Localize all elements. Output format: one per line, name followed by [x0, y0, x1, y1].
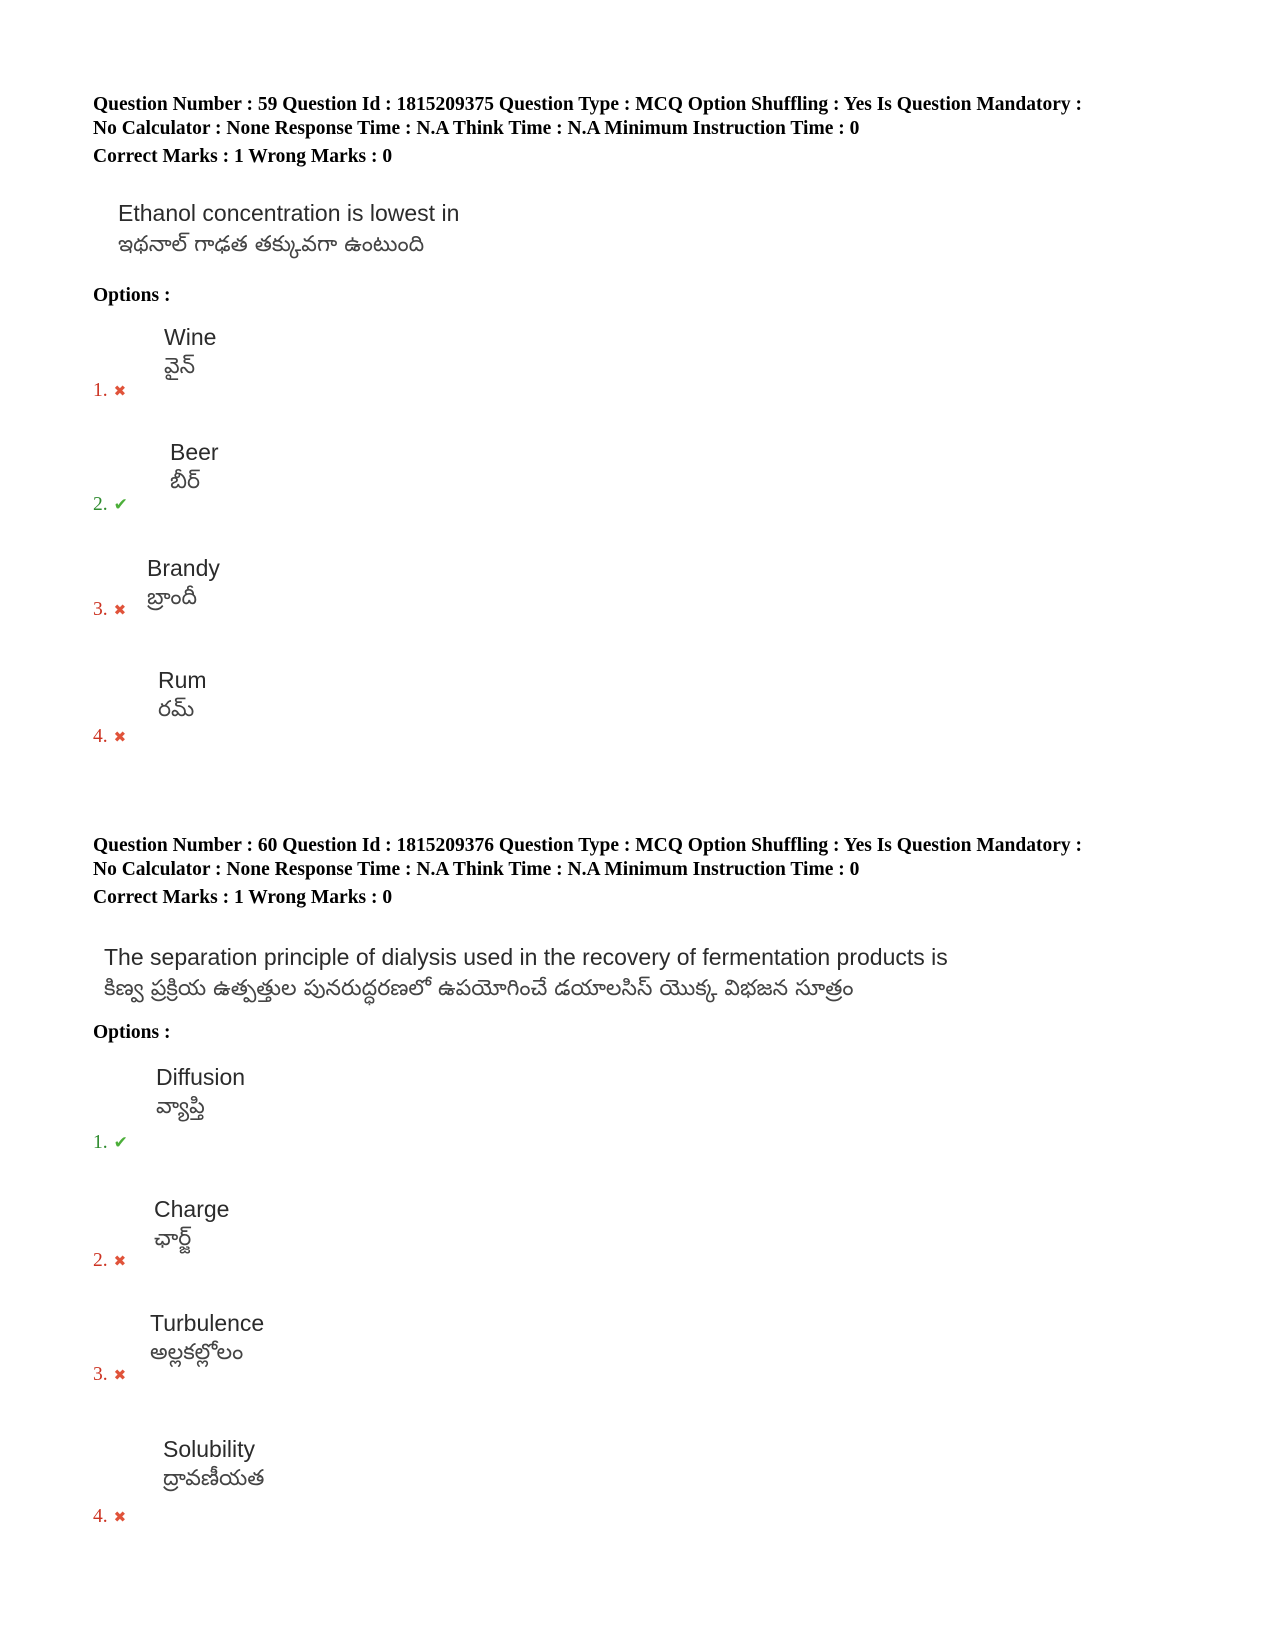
q59-option-4[interactable]: [93, 726, 126, 748]
q59-question: [118, 198, 459, 260]
q59-option-2[interactable]: [93, 494, 128, 516]
cross-icon: ✖: [113, 1252, 127, 1270]
q60-option-4-number: 4.: [93, 1506, 108, 1527]
q59-meta-line2: No Calculator : None Response Time : N.A Think Time : N.A Minimum Instruction Time : 0: [93, 118, 860, 139]
q60-option-1-te: వ్యాప్తి: [156, 1094, 205, 1119]
q59-option-3-en: Brandy: [147, 555, 220, 581]
q59-meta-line1: Question Number : 59 Question Id : 1815209375 Question Type : MCQ Option Shuffling : Yes Is Question Mandatory :: [93, 94, 1082, 115]
q59-question-te: ఇథనాల్ గాఢత తక్కువగా ఉంటుంది: [118, 232, 425, 257]
q59-meta: [93, 93, 1213, 169]
cross-icon: ✖: [113, 1366, 127, 1384]
q60-meta-line1: Question Number : 60 Question Id : 1815209376 Question Type : MCQ Option Shuffling : Yes Is Question Mandatory :: [93, 835, 1082, 856]
q60-option-2-en: Charge: [154, 1196, 230, 1222]
q60-option-2-number: 2.: [93, 1250, 108, 1271]
q60-option-1[interactable]: [93, 1132, 128, 1154]
q59-option-1-en: Wine: [164, 324, 217, 350]
q60-option-2-text: [154, 1194, 229, 1254]
q60-option-4-te: ద్రావణీయత: [163, 1466, 265, 1491]
q60-option-3-text: [150, 1308, 264, 1368]
q59-option-3[interactable]: [93, 599, 126, 621]
q60-option-1-en: Diffusion: [156, 1064, 246, 1090]
q59-option-1[interactable]: [93, 380, 126, 402]
q59-option-2-number: 2.: [93, 494, 108, 515]
q60-option-1-number: 1.: [93, 1132, 108, 1153]
cross-icon: ✖: [113, 601, 127, 619]
q60-meta: [93, 834, 1213, 910]
q59-option-1-te: వైన్: [164, 354, 196, 379]
q59-option-3-te: బ్రాందీ: [147, 585, 198, 610]
check-icon: ✔: [113, 1133, 128, 1153]
q59-option-2-text: [170, 437, 219, 497]
q59-option-1-text: [164, 322, 216, 382]
q60-option-2-te: ఛార్జ్: [154, 1226, 192, 1251]
q60-option-1-text: [156, 1062, 245, 1122]
q59-option-1-number: 1.: [93, 380, 108, 401]
q59-option-4-te: రమ్: [158, 697, 195, 722]
q60-question-en: The separation principle of dialysis used in the recovery of fermentation products is: [104, 944, 948, 970]
q60-option-3-en: Turbulence: [150, 1310, 265, 1336]
q60-question: [104, 942, 948, 1004]
q59-option-4-en: Rum: [158, 667, 207, 693]
q60-option-3-te: అల్లకల్లోలం: [150, 1340, 244, 1365]
q60-option-4-en: Solubility: [163, 1436, 256, 1462]
cross-icon: ✖: [113, 1508, 127, 1526]
q60-option-3[interactable]: [93, 1364, 126, 1386]
q59-option-3-number: 3.: [93, 599, 108, 620]
q59-question-en: Ethanol concentration is lowest in: [118, 200, 460, 226]
cross-icon: ✖: [113, 728, 127, 746]
q59-options-label: Options :: [93, 285, 171, 306]
q60-option-4-text: [163, 1434, 264, 1494]
q60-meta-line2: No Calculator : None Response Time : N.A Think Time : N.A Minimum Instruction Time : 0: [93, 859, 860, 880]
q59-option-2-te: బీర్: [170, 469, 201, 494]
cross-icon: ✖: [113, 382, 127, 400]
q60-question-te: కిణ్వ ప్రక్రియ ఉత్పత్తుల పునరుద్ధరణలో ఉపయోగించే డయాలసిస్ యొక్క విభజన సూత్రం: [104, 976, 854, 1001]
q59-option-3-text: [147, 553, 220, 613]
q60-option-4[interactable]: [93, 1506, 126, 1528]
q60-marks: Correct Marks : 1 Wrong Marks : 0: [93, 887, 393, 908]
q60-option-3-number: 3.: [93, 1364, 108, 1385]
q60-options-label: Options :: [93, 1022, 171, 1043]
q59-option-2-en: Beer: [170, 439, 219, 465]
q59-marks: Correct Marks : 1 Wrong Marks : 0: [93, 146, 393, 167]
check-icon: ✔: [113, 495, 128, 515]
q59-option-4-text: [158, 665, 207, 725]
q60-option-2[interactable]: [93, 1250, 126, 1272]
q59-option-4-number: 4.: [93, 726, 108, 747]
